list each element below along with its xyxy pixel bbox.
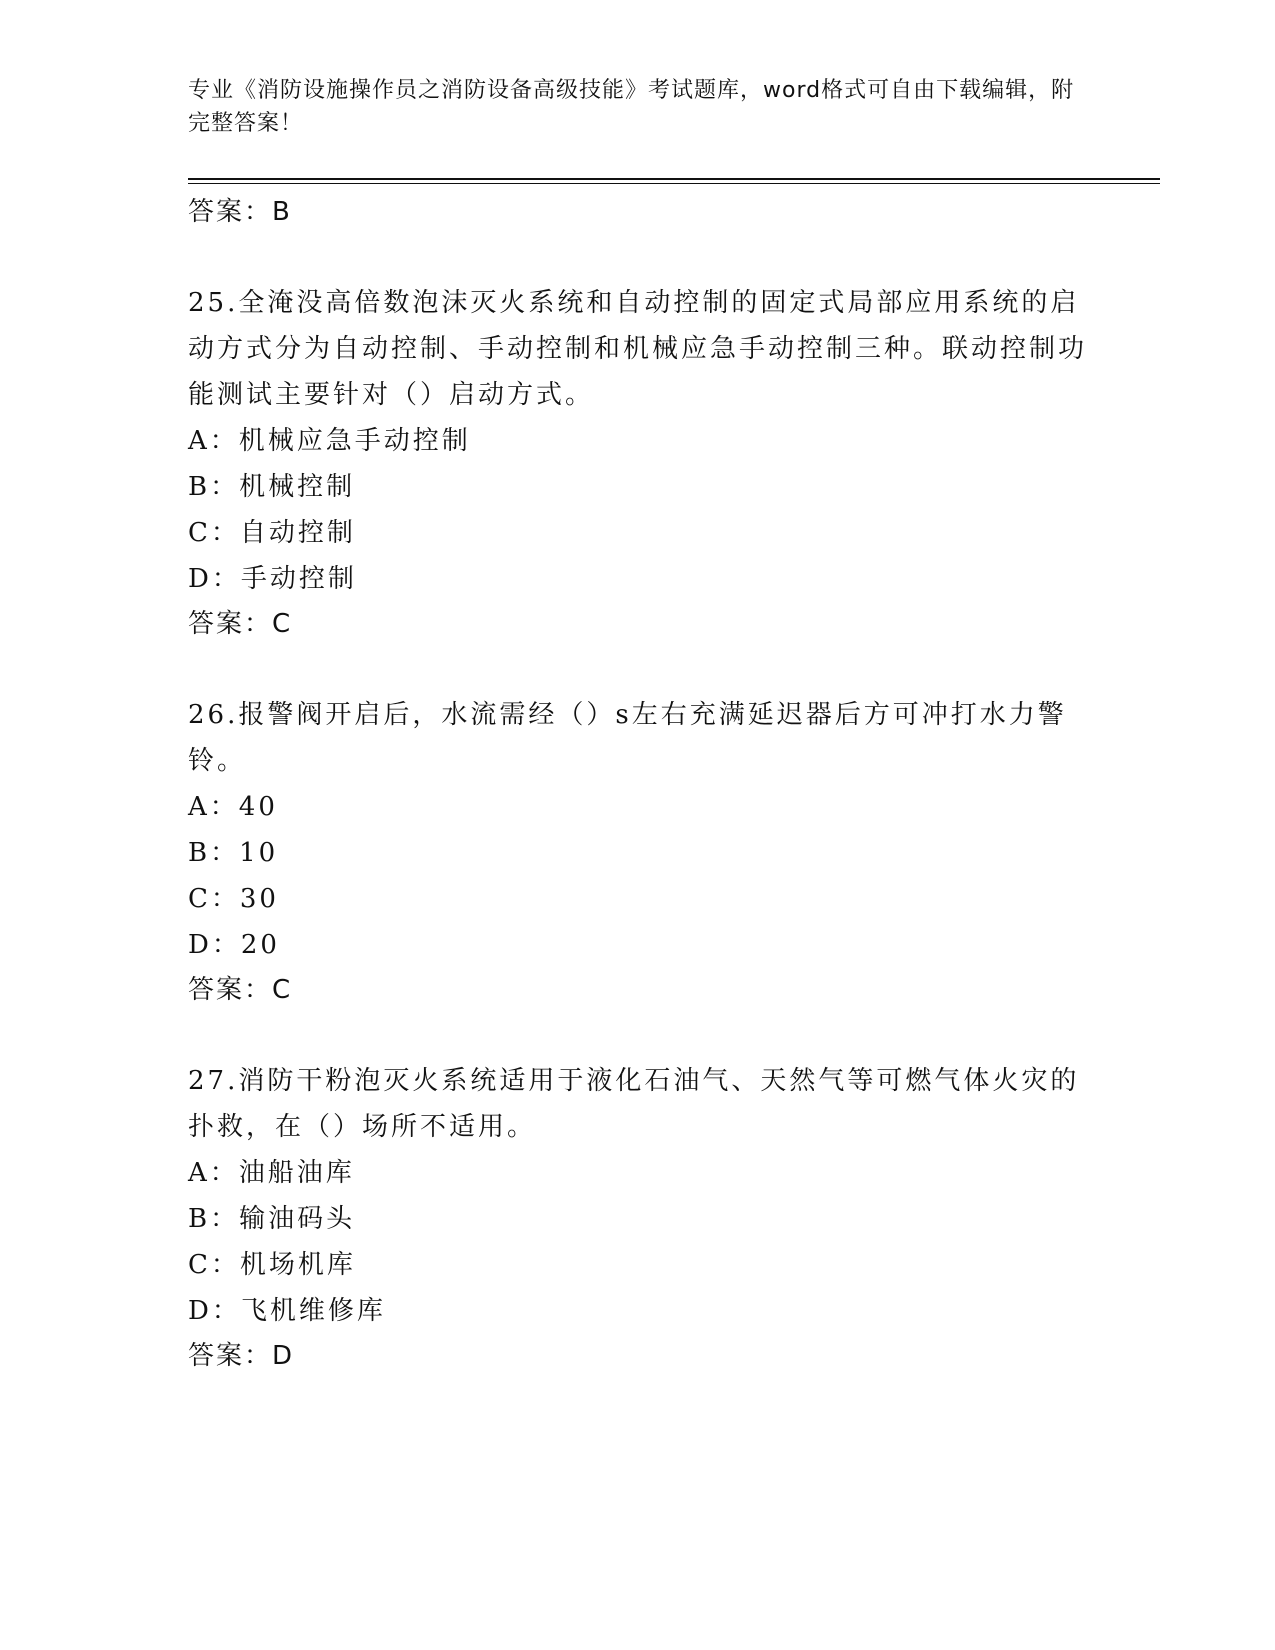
option-a: A：机械应急手动控制: [188, 426, 471, 456]
option-b: B：输油码头: [188, 1204, 356, 1234]
option-c: C：机场机库: [188, 1250, 356, 1280]
question-text: 25.全淹没高倍数泡沫灭火系统和自动控制的固定式局部应用系统的启动方式分为自动控制、手动控制和机械应急手动控制三种。联动控制功能测试主要针对（）启动方式。: [188, 288, 1088, 410]
question-27: [188, 1058, 1088, 1378]
answer: 答案：C: [188, 975, 293, 1005]
option-c: C：30: [188, 884, 279, 914]
previous-answer: 答案：B: [188, 197, 292, 227]
option-a: A：油船油库: [188, 1158, 355, 1188]
option-c: C：自动控制: [188, 518, 356, 548]
option-a: A：40: [188, 792, 278, 822]
answer: 答案：C: [188, 609, 293, 639]
header-rule-thick: [188, 178, 1160, 180]
page-header: 专业《消防设施操作员之消防设备高级技能》考试题库，word格式可自由下载编辑，附完整答案！: [188, 78, 1075, 136]
question-25: [188, 280, 1088, 646]
option-b: B：10: [188, 838, 279, 868]
question-26: [188, 692, 1088, 1012]
option-d: D：20: [188, 930, 280, 960]
option-d: D：手动控制: [188, 564, 357, 594]
header-rule-thin: [188, 183, 1160, 184]
answer: 答案：D: [188, 1341, 295, 1371]
question-text: 27.消防干粉泡灭火系统适用于液化石油气、天然气等可燃气体火灾的扑救，在（）场所不适用。: [188, 1066, 1080, 1142]
option-b: B：机械控制: [188, 472, 356, 502]
option-d: D：飞机维修库: [188, 1296, 386, 1326]
question-list: [188, 190, 1088, 1378]
question-text: 26.报警阀开启后，水流需经（）s左右充满延迟器后方可冲打水力警铃。: [188, 700, 1067, 776]
